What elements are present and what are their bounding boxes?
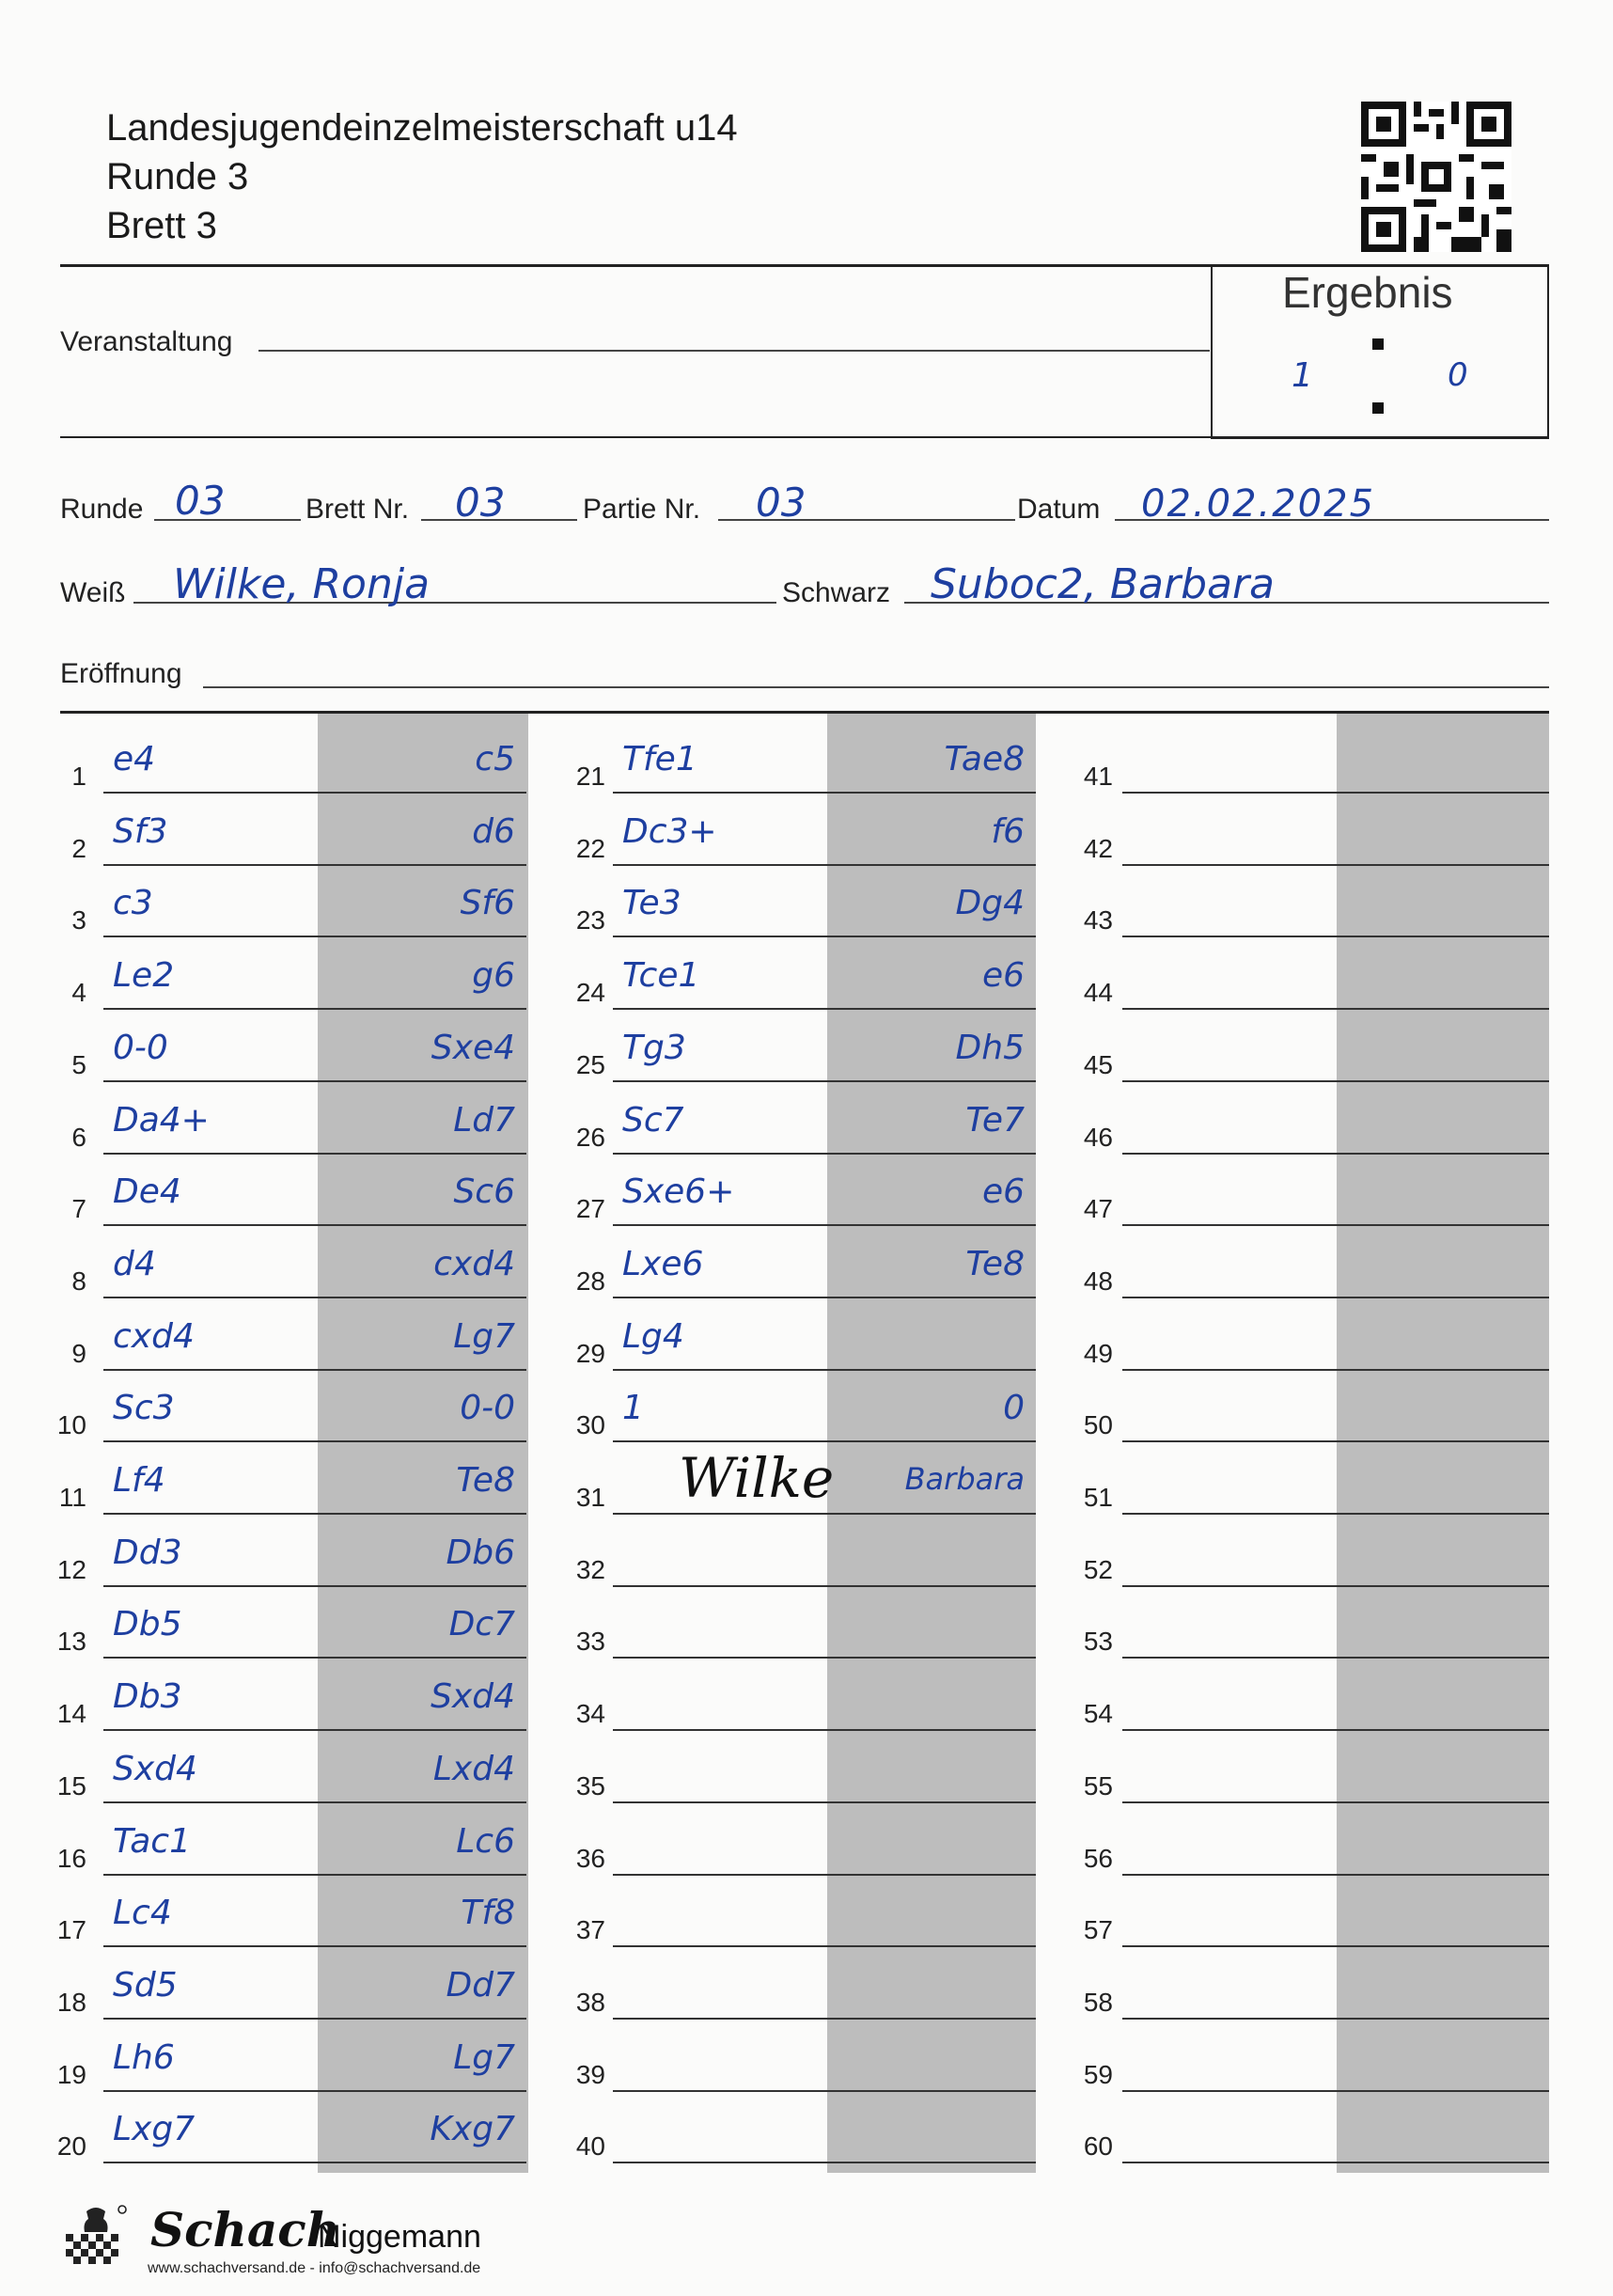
move-row-line — [1122, 1297, 1549, 1298]
move-number: 16 — [56, 1843, 86, 1873]
result-colon-bottom — [1372, 402, 1384, 414]
datum-label: Datum — [1017, 494, 1101, 525]
move-row-line — [1122, 1657, 1549, 1659]
move-row-line — [613, 1297, 1036, 1298]
move-row-line — [613, 1153, 1036, 1155]
white-move[interactable]: Te3 — [622, 884, 681, 923]
move-number: 34 — [575, 1699, 605, 1729]
white-move[interactable]: Le2 — [113, 956, 175, 996]
move-row-line — [103, 936, 526, 937]
move-number: 36 — [575, 1843, 605, 1873]
round-title: Runde 3 — [106, 156, 249, 197]
move-number: 48 — [1083, 1266, 1113, 1296]
move-row-line — [103, 1585, 526, 1587]
move-row-line — [1122, 1224, 1549, 1226]
move-number: 52 — [1083, 1554, 1113, 1584]
white-move[interactable]: Sxd4 — [113, 1749, 197, 1788]
black-move[interactable]: 0-0 — [460, 1389, 515, 1428]
move-number: 13 — [56, 1627, 86, 1657]
black-move[interactable]: Db6 — [446, 1533, 515, 1572]
move-row-line — [103, 2018, 526, 2020]
move-number: 32 — [575, 1554, 605, 1584]
result-black[interactable]: 0 — [1448, 356, 1468, 394]
move-row-line — [103, 1729, 526, 1731]
move-row-line — [103, 2090, 526, 2092]
black-move[interactable]: 0 — [1003, 1389, 1025, 1428]
move-number: 4 — [71, 978, 86, 1008]
move-number: 55 — [1083, 1770, 1113, 1801]
weiss-label: Weiß — [60, 577, 126, 608]
schwarz-value[interactable]: Suboc2, Barbara — [931, 560, 1276, 608]
black-move[interactable]: Lc6 — [456, 1821, 515, 1861]
white-move[interactable]: Sxe6+ — [622, 1172, 735, 1212]
white-move[interactable]: 1 — [622, 1389, 644, 1428]
footer-name: Niggemann — [318, 2219, 481, 2255]
move-number: 53 — [1083, 1627, 1113, 1657]
black-column-shade-3 — [1337, 714, 1549, 2173]
white-move[interactable]: Tg3 — [622, 1028, 686, 1067]
black-move[interactable]: g6 — [472, 956, 515, 996]
move-number: 43 — [1083, 905, 1113, 936]
move-number: 31 — [575, 1483, 605, 1512]
move-row-line — [613, 1801, 1036, 1803]
black-move[interactable]: Dc7 — [448, 1605, 515, 1644]
move-number: 11 — [58, 1483, 86, 1512]
move-row-line — [103, 1224, 526, 1226]
move-number: 25 — [575, 1049, 605, 1079]
black-move[interactable]: Sf6 — [460, 884, 515, 923]
move-number: 39 — [575, 2059, 605, 2089]
move-number: 57 — [1083, 1915, 1113, 1945]
black-move[interactable]: f6 — [991, 811, 1025, 851]
white-move[interactable]: c3 — [113, 884, 153, 923]
eroeffnung-line[interactable] — [203, 686, 1549, 688]
white-move[interactable]: Sc7 — [622, 1100, 684, 1140]
move-row-line — [613, 1585, 1036, 1587]
schwarz-label: Schwarz — [782, 577, 891, 608]
move-row-line — [613, 936, 1036, 937]
move-row-line — [103, 864, 526, 866]
veranstaltung-label: Veranstaltung — [60, 326, 233, 357]
white-move[interactable]: Lg4 — [622, 1316, 684, 1356]
white-move[interactable]: Lf4 — [113, 1461, 165, 1500]
white-move[interactable]: Tfe1 — [622, 740, 697, 778]
brett-nr-label: Brett Nr. — [305, 494, 410, 525]
qr-code-icon — [1361, 102, 1511, 252]
move-row-line — [103, 1657, 526, 1659]
black-move[interactable]: d6 — [472, 811, 515, 851]
black-move[interactable]: Sxe4 — [431, 1028, 515, 1067]
black-move[interactable]: Te7 — [965, 1100, 1025, 1140]
footer-contact[interactable]: www.schachversand.de - info@schachversand.de — [148, 2260, 481, 2276]
move-row-line — [613, 1657, 1036, 1659]
black-move[interactable]: Dd7 — [446, 1965, 515, 2005]
move-row-line — [613, 1008, 1036, 1010]
move-number: 7 — [71, 1194, 86, 1224]
move-row-line — [1122, 2162, 1549, 2163]
move-number: 3 — [71, 905, 86, 936]
white-move[interactable]: Lxe6 — [622, 1244, 704, 1283]
move-number: 29 — [575, 1338, 605, 1368]
white-move[interactable]: De4 — [113, 1172, 181, 1212]
white-move[interactable]: Sd5 — [113, 1965, 178, 2005]
black-move[interactable]: Lxd4 — [432, 1749, 515, 1788]
moves-top-divider — [60, 711, 1549, 714]
white-move[interactable]: Dd3 — [113, 1533, 182, 1572]
move-number: 28 — [575, 1266, 605, 1296]
move-row-line — [613, 1945, 1036, 1947]
move-number: 24 — [575, 978, 605, 1008]
move-number: 35 — [575, 1770, 605, 1801]
move-row-line — [613, 2162, 1036, 2163]
move-number: 30 — [575, 1410, 605, 1440]
event-title: Landesjugendeinzelmeisterschaft u14 — [106, 107, 738, 149]
white-move[interactable]: Lh6 — [113, 2037, 175, 2077]
move-row-line — [1122, 792, 1549, 794]
move-row-line — [103, 2162, 526, 2163]
black-move[interactable]: Lg7 — [453, 1316, 515, 1356]
move-number: 20 — [56, 2131, 86, 2162]
black-column-shade-2 — [827, 714, 1036, 2173]
move-number: 23 — [575, 905, 605, 936]
move-row-line — [1122, 1440, 1549, 1442]
move-number: 40 — [575, 2131, 605, 2162]
veranstaltung-line[interactable] — [258, 350, 1210, 352]
white-move[interactable]: Tac1 — [113, 1821, 191, 1861]
move-number: 45 — [1083, 1049, 1113, 1079]
brett-nr-value[interactable]: 03 — [455, 480, 506, 526]
move-row-line — [613, 1874, 1036, 1876]
move-row-line — [613, 1080, 1036, 1082]
move-number: 6 — [71, 1122, 86, 1152]
move-number: 38 — [575, 1987, 605, 2017]
white-move[interactable]: Sc3 — [113, 1389, 175, 1428]
weiss-value[interactable]: Wilke, Ronja — [173, 560, 431, 608]
move-number: 56 — [1083, 1843, 1113, 1873]
move-number: 5 — [71, 1049, 86, 1079]
move-number: 60 — [1083, 2131, 1113, 2162]
white-move[interactable]: Lc4 — [113, 1894, 172, 1933]
result-colon-top — [1372, 338, 1384, 350]
chess-piece-logo-icon — [62, 2204, 130, 2275]
move-number: 1 — [71, 762, 86, 791]
runde-value[interactable]: 03 — [175, 478, 226, 524]
move-row-line — [1122, 1008, 1549, 1010]
move-row-line — [613, 2090, 1036, 2092]
white-move[interactable]: 0-0 — [113, 1028, 168, 1067]
move-number: 17 — [56, 1915, 86, 1945]
move-number: 51 — [1083, 1483, 1113, 1512]
move-row-line — [613, 1513, 1036, 1515]
move-row-line — [613, 1440, 1036, 1442]
move-number: 12 — [56, 1554, 86, 1584]
move-row-line — [1122, 1080, 1549, 1082]
move-row-line — [103, 1945, 526, 1947]
move-row-line — [1122, 1513, 1549, 1515]
move-row-line — [1122, 2090, 1549, 2092]
move-number: 27 — [575, 1194, 605, 1224]
black-move[interactable]: Ld7 — [453, 1100, 515, 1140]
white-move[interactable]: Db3 — [113, 1677, 182, 1717]
move-row-line — [1122, 1874, 1549, 1876]
move-number: 47 — [1083, 1194, 1113, 1224]
move-row-line — [1122, 1369, 1549, 1371]
white-move[interactable]: e4 — [113, 740, 156, 778]
result-white[interactable]: 1 — [1292, 356, 1313, 395]
move-row-line — [1122, 2018, 1549, 2020]
black-move[interactable]: cxd4 — [433, 1244, 515, 1283]
result-title: Ergebnis — [1282, 268, 1453, 317]
move-row-line — [1122, 1153, 1549, 1155]
move-number: 21 — [575, 762, 605, 791]
move-row-line — [1122, 1801, 1549, 1803]
white-move[interactable]: d4 — [113, 1244, 156, 1283]
move-number: 18 — [56, 1987, 86, 2017]
black-move[interactable]: e6 — [981, 1172, 1025, 1212]
black-move[interactable]: Te8 — [456, 1461, 515, 1500]
move-row-line — [103, 1008, 526, 1010]
move-number: 44 — [1083, 978, 1113, 1008]
move-row-line — [613, 1224, 1036, 1226]
move-row-line — [103, 1513, 526, 1515]
move-number: 58 — [1083, 1987, 1113, 2017]
eroeffnung-label: Eröffnung — [60, 658, 182, 689]
move-number: 59 — [1083, 2059, 1113, 2089]
black-move[interactable]: Barbara — [904, 1461, 1025, 1497]
move-number: 46 — [1083, 1122, 1113, 1152]
move-row-line — [103, 792, 526, 794]
move-number: 2 — [71, 833, 86, 863]
move-row-line — [1122, 1729, 1549, 1731]
runde-label: Runde — [60, 494, 144, 525]
move-number: 26 — [575, 1122, 605, 1152]
move-row-line — [103, 1874, 526, 1876]
move-row-line — [103, 1369, 526, 1371]
white-move[interactable]: Dc3+ — [622, 811, 717, 851]
black-move[interactable]: Dh5 — [955, 1028, 1025, 1067]
move-row-line — [103, 1153, 526, 1155]
white-move[interactable]: Tce1 — [622, 956, 700, 996]
move-row-line — [103, 1440, 526, 1442]
move-number: 37 — [575, 1915, 605, 1945]
move-row-line — [1122, 936, 1549, 937]
move-number: 15 — [56, 1770, 86, 1801]
black-move[interactable]: Kxg7 — [430, 2110, 515, 2149]
white-move[interactable]: Da4+ — [113, 1100, 210, 1140]
black-move[interactable]: Te8 — [965, 1244, 1025, 1283]
black-move[interactable]: Tf8 — [461, 1894, 515, 1933]
move-number: 8 — [71, 1266, 86, 1296]
black-move[interactable]: Sc6 — [453, 1172, 515, 1212]
move-number: 22 — [575, 833, 605, 863]
black-move[interactable]: e6 — [981, 956, 1025, 996]
move-row-line — [1122, 1945, 1549, 1947]
move-row-line — [613, 1729, 1036, 1731]
footer-brand: Schach — [150, 2202, 341, 2257]
move-number: 41 — [1083, 762, 1113, 791]
move-number: 50 — [1083, 1410, 1113, 1440]
white-move[interactable]: Lxg7 — [113, 2110, 196, 2149]
partie-nr-value[interactable]: 03 — [756, 480, 806, 526]
move-row-line — [1122, 864, 1549, 866]
move-number: 19 — [56, 2059, 86, 2089]
move-number: 42 — [1083, 833, 1113, 863]
move-row-line — [103, 1080, 526, 1082]
datum-value[interactable]: 02.02.2025 — [1141, 482, 1376, 526]
white-move[interactable]: Db5 — [113, 1605, 182, 1644]
move-row-line — [1122, 1585, 1549, 1587]
white-move[interactable]: Sf3 — [113, 811, 168, 851]
white-move[interactable]: Wilke — [679, 1446, 835, 1510]
black-move[interactable]: Dg4 — [955, 884, 1025, 923]
black-column-shade-1 — [318, 714, 528, 2173]
move-number: 33 — [575, 1627, 605, 1657]
move-number: 10 — [56, 1410, 86, 1440]
move-row-line — [613, 864, 1036, 866]
move-number: 9 — [71, 1338, 86, 1368]
partie-nr-label: Partie Nr. — [583, 494, 701, 525]
move-number: 54 — [1083, 1699, 1113, 1729]
result-box-right — [1547, 266, 1549, 439]
board-title: Brett 3 — [106, 205, 217, 246]
move-row-line — [103, 1297, 526, 1298]
white-move[interactable]: cxd4 — [113, 1316, 195, 1356]
move-number: 14 — [56, 1699, 86, 1729]
black-move[interactable]: c5 — [475, 740, 515, 778]
black-move[interactable]: Sxd4 — [431, 1677, 515, 1717]
move-number: 49 — [1083, 1338, 1113, 1368]
black-move[interactable]: Lg7 — [453, 2037, 515, 2077]
move-row-line — [613, 1369, 1036, 1371]
black-move[interactable]: Tae8 — [944, 740, 1025, 778]
move-row-line — [103, 1801, 526, 1803]
move-row-line — [613, 2018, 1036, 2020]
move-row-line — [613, 792, 1036, 794]
